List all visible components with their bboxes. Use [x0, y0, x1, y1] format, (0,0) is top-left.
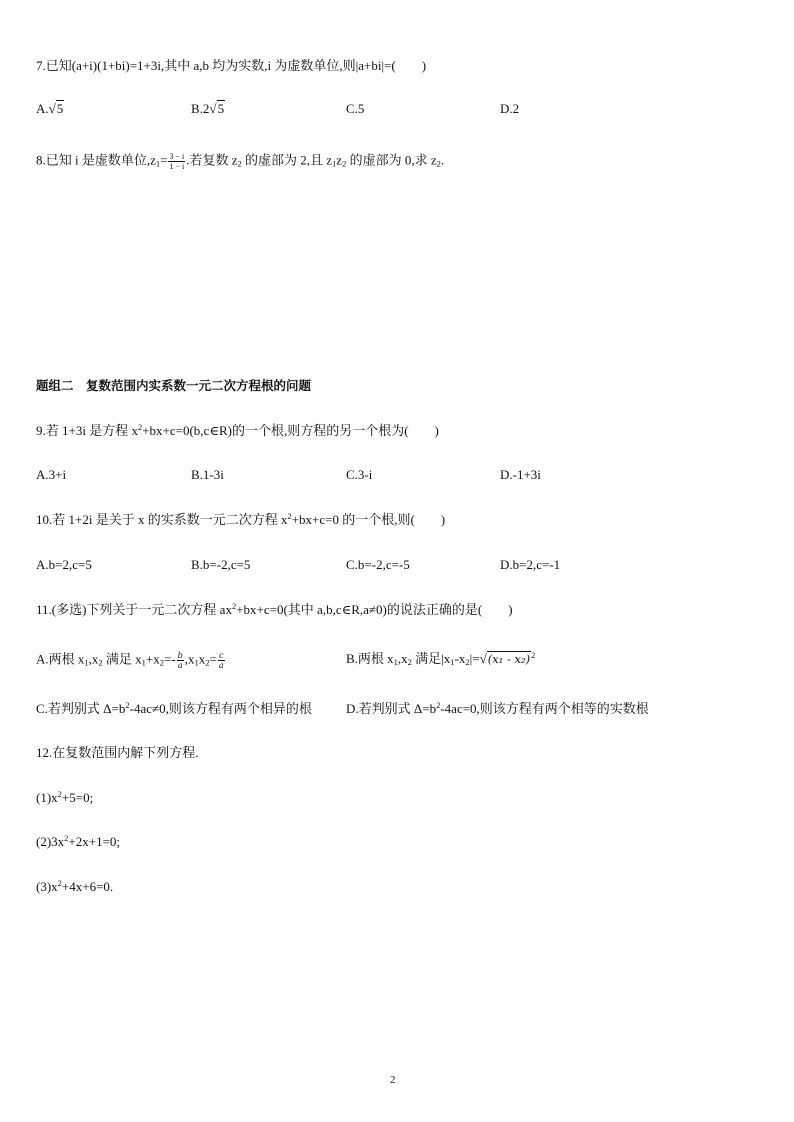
q11b-t4: -x [454, 651, 466, 666]
q11-text-1: 11.(多选)下列关于一元二次方程 ax [36, 602, 232, 617]
q11c-t1: C.若判别式 Δ=b [36, 701, 126, 716]
q7-option-b-radicand: 5 [217, 101, 225, 116]
q11a-fraction-2-num: c [219, 651, 224, 660]
q8-text-4: z [336, 152, 343, 168]
q7-option-a [36, 101, 64, 117]
q7-option-a-prefix: A. [36, 101, 49, 116]
q11a-t6: ,x [184, 651, 195, 667]
q8-text-1: 8.已知 i 是虚数单位,z [36, 152, 156, 168]
q9-text-2: +bx+c=0(b,c∈R)的一个根,则方程的另一个根为( ) [142, 423, 439, 438]
q11a-fraction-1-den: a [177, 661, 183, 670]
q11b-sqrt: √(x₁ - x₂)$^2$ [479, 650, 536, 666]
q12-item-3-text-2: +4x+6=0. [61, 879, 114, 894]
q7-option-c: C.5 [346, 101, 365, 116]
q7-option-a-sqrt: √5 [48, 101, 64, 116]
q11a-t3: 满足 x [102, 651, 142, 667]
q11a-s5: 1 [194, 657, 199, 668]
q11b-t5: |= [469, 651, 480, 666]
q9-option-d: D.-1+3i [500, 467, 541, 482]
q8-fraction [168, 152, 185, 171]
page-number: 2 [390, 1074, 396, 1086]
q11b-s1: 1 [393, 657, 398, 667]
q10-option-c: C.b=-2,c=-5 [346, 557, 410, 572]
q11b-t2: ,x [397, 651, 408, 666]
q12-item-1-text-1: (1)x [36, 790, 58, 805]
q11a-s6: 2 [205, 657, 210, 668]
q12-item-1-text-2: +5=0; [61, 790, 94, 805]
q8-stem [36, 152, 444, 171]
q12-item-2 [36, 834, 120, 850]
q9-sup: 2 [137, 422, 143, 432]
q11-option-c [36, 701, 312, 717]
q8-sub-2: 2 [237, 158, 242, 169]
q11c-t2: -4ac≠0,则该方程有两个相异的根 [129, 701, 312, 716]
q11a-s1: 1 [84, 657, 89, 668]
q11d-t1: D.若判别式 Δ=b [346, 701, 437, 716]
q11-stem [36, 602, 513, 618]
q12-item-1-sup: 2 [57, 789, 62, 799]
q8-text-3: 的虚部为 2,且 z [241, 152, 333, 168]
q8-sub-5: 2 [436, 158, 441, 169]
q12-item-3 [36, 879, 113, 895]
q11a-s3: 1 [141, 657, 146, 668]
q7-stem: 7.已知(a+i)(1+bi)=1+3i,其中 a,b 均为实数,i 为虚数单位,则|a+bi|=( ) [36, 58, 427, 73]
q9-text-1: 9.若 1+3i 是方程 x [36, 423, 138, 438]
q10-text-2: +bx+c=0 的一个根,则( ) [291, 512, 446, 527]
q10-sup: 2 [287, 511, 292, 521]
q12-item-3-sup: 2 [57, 878, 62, 888]
q11a-t2: ,x [88, 651, 99, 667]
q11b-s3: 1 [450, 657, 455, 667]
q8-fraction-numerator: 3 − i [169, 152, 185, 161]
q11b-s4: 2 [465, 657, 470, 667]
q10-stem [36, 512, 445, 528]
q8-text-2: .若复数 z [186, 152, 238, 168]
q12-item-2-sup: 2 [64, 833, 69, 843]
q11b-t1: B.两根 x [346, 651, 394, 666]
q11-option-b [346, 651, 535, 667]
q7-option-a-radicand: 5 [56, 101, 64, 116]
q7-option-b-prefix: B.2 [191, 101, 210, 116]
q11a-fraction-1-num: b [177, 651, 183, 660]
q11-text-2: +bx+c=0(其中 a,b,c∈R,a≠0)的说法正确的是( ) [236, 602, 513, 617]
q10-option-b: B.b=-2,c=5 [191, 557, 251, 572]
q11-option-a [36, 651, 226, 670]
q12-item-1 [36, 790, 93, 806]
q11-sup: 2 [231, 601, 237, 611]
q11a-fraction-2-den: a [218, 661, 224, 670]
q11a-s2: 2 [98, 657, 103, 668]
q12-item-3-text-1: (3)x [36, 879, 58, 894]
q10-option-a: A.b=2,c=5 [36, 557, 92, 572]
q11a-fraction-1 [177, 651, 184, 670]
q11d-t2: -4ac=0,则该方程有两个相等的实数根 [440, 701, 649, 716]
q9-option-b: B.1-3i [191, 467, 224, 482]
q8-fraction-denominator: 1 − i [169, 162, 185, 171]
q9-option-a: A.3+i [36, 467, 67, 482]
q8-eq: = [160, 152, 168, 168]
q7-option-b-sqrt: √5 [209, 101, 225, 116]
q11b-s2: 2 [407, 657, 412, 667]
section-heading: 题组二 复数范围内实系数一元二次方程根的问题 [36, 378, 312, 393]
q11a-s4: 2 [159, 657, 164, 668]
q8-text-5: 的虚部为 0,求 z [346, 152, 437, 168]
q11a-t8: = [209, 651, 217, 667]
q11d-sup: 2 [436, 700, 441, 710]
q11b-radicand-sup: 2 [531, 650, 536, 660]
q11c-sup: 2 [125, 700, 130, 710]
q11a-t1: A.两根 x [36, 651, 85, 667]
q11b-t3: 满足|x [411, 651, 451, 666]
q11a-fraction-2 [218, 651, 225, 670]
q8-text-6: . [440, 152, 445, 168]
q12-stem: 12.在复数范围内解下列方程. [36, 745, 199, 760]
q9-stem [36, 423, 439, 439]
q12-item-2-text-1: (2)3x [36, 834, 65, 849]
q11a-t4: +x [145, 651, 160, 667]
q10-text-1: 10.若 1+2i 是关于 x 的实系数一元二次方程 x [36, 512, 288, 527]
q9-option-c: C.3-i [346, 467, 373, 482]
q11b-radicand: (x₁ - x₂) [487, 652, 531, 666]
q8-sub-1: 1 [155, 158, 161, 169]
q10-option-d: D.b=2,c=-1 [500, 557, 561, 572]
q11a-t5: =- [164, 651, 176, 667]
q12-item-2-text-2: +2x+1=0; [68, 834, 121, 849]
q7-option-d: D.2 [500, 101, 520, 116]
q11a-t7: x [198, 651, 206, 667]
q8-sub-4: 2 [342, 158, 347, 169]
q8-sub-3: 1 [332, 158, 337, 169]
q11-option-d [346, 701, 649, 717]
q7-option-b [191, 101, 225, 117]
